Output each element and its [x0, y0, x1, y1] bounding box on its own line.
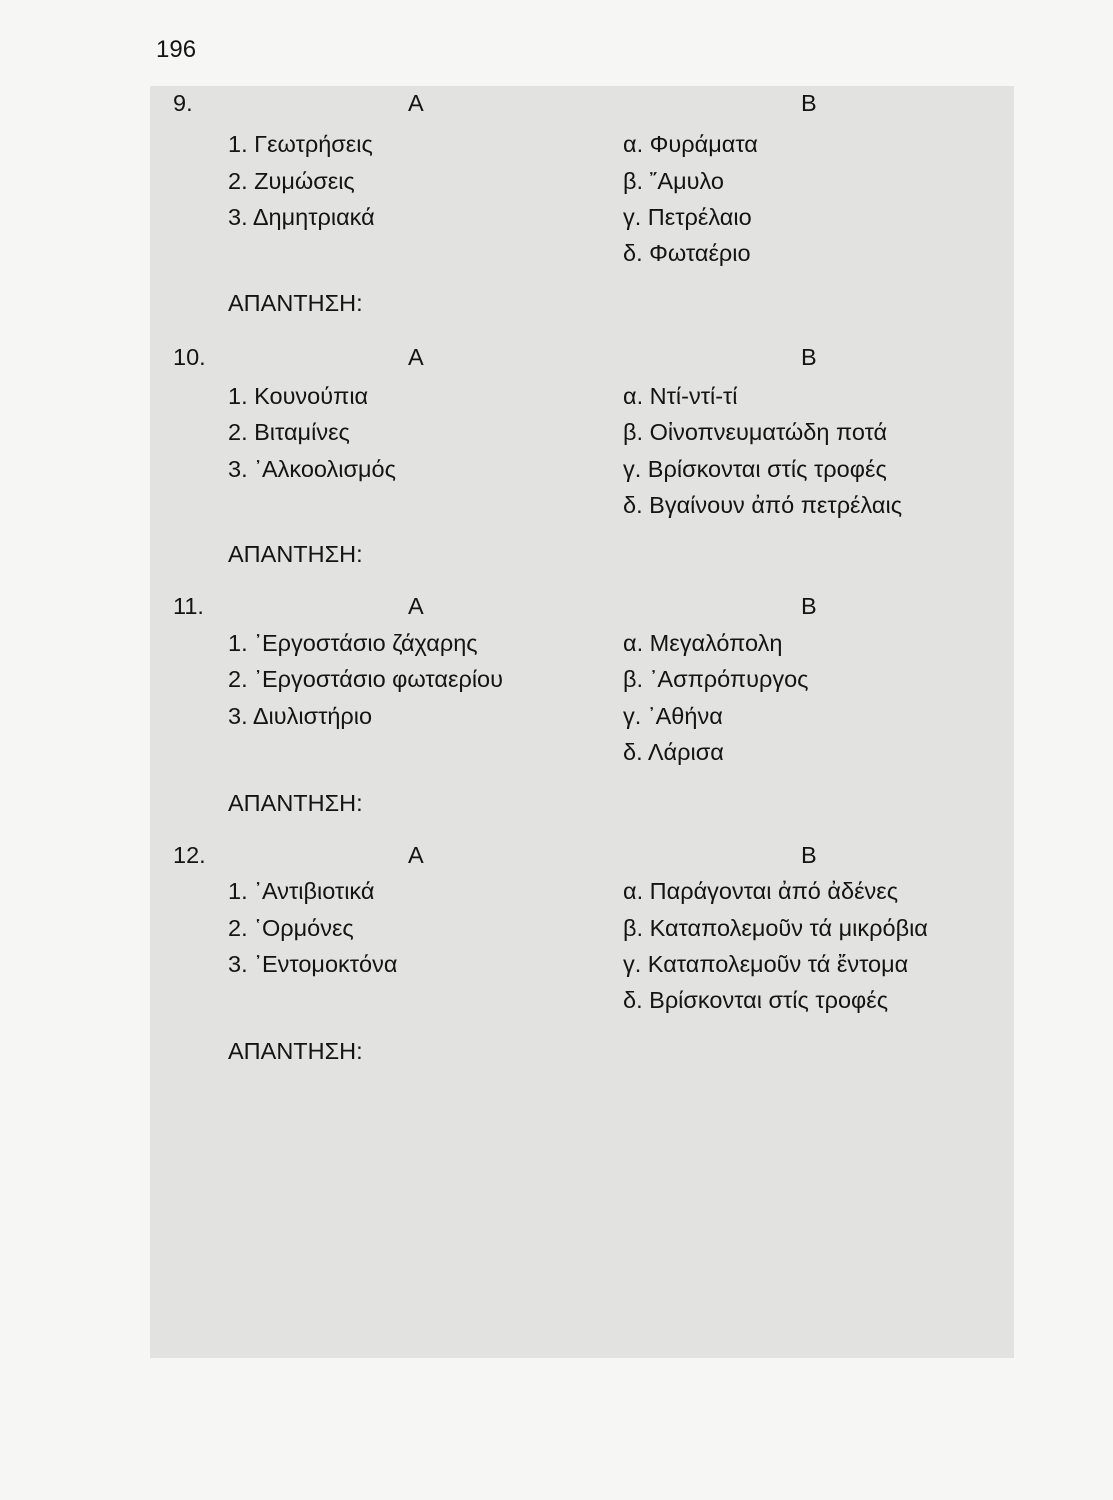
right-item: δ. Βρίσκονται στίς τροφές — [623, 987, 889, 1013]
right-item: α. Φυράματα — [623, 131, 758, 157]
exercise-number: 10. — [173, 344, 206, 370]
left-item: 1. Γεωτρήσεις — [228, 131, 373, 157]
right-item: α. Παράγονται ἀπό ἀδένες — [623, 878, 899, 904]
left-item: 2. ῾Ορμόνες — [228, 915, 354, 941]
right-item: δ. Φωταέριο — [623, 240, 751, 266]
left-item: 2. Ζυμώσεις — [228, 168, 355, 194]
page-number: 196 — [156, 36, 197, 63]
column-a-header: Α — [408, 842, 424, 868]
left-item: 3. Δημητριακά — [228, 204, 375, 230]
column-a-header: Α — [408, 593, 424, 619]
left-item: 2. Βιταμίνες — [228, 419, 350, 445]
exercise-number: 12. — [173, 842, 206, 868]
right-item: δ. Βγαίνουν ἀπό πετρέλαις — [623, 492, 903, 518]
right-item: γ. Βρίσκονται στίς τροφές — [623, 456, 887, 482]
column-a-header: Α — [408, 344, 424, 370]
left-item: 3. ᾽Αλκοολισμός — [228, 456, 396, 482]
left-item: 2. ᾽Εργοστάσιο φωταερίου — [228, 666, 503, 692]
column-b-header: Β — [801, 842, 817, 868]
right-item: γ. Πετρέλαιο — [623, 204, 752, 230]
column-b-header: Β — [801, 593, 817, 619]
answer-label: ΑΠΑΝΤΗΣΗ: — [228, 290, 363, 316]
exercise-number: 9. — [173, 90, 193, 116]
column-b-header: Β — [801, 90, 817, 116]
right-item: δ. Λάρισα — [623, 739, 724, 765]
left-item: 1. Κουνούπια — [228, 383, 369, 409]
column-a-header: Α — [408, 90, 424, 116]
right-item: α. Μεγαλόπολη — [623, 630, 783, 656]
exercise-number: 11. — [173, 593, 204, 619]
right-item: β. ᾽Ασπρόπυργος — [623, 666, 809, 692]
answer-label: ΑΠΑΝΤΗΣΗ: — [228, 541, 363, 567]
right-item: γ. Καταπολεμοῦν τά ἔντομα — [623, 951, 909, 977]
right-item: β. ῎Αμυλο — [623, 168, 724, 194]
column-b-header: Β — [801, 344, 817, 370]
right-item: α. Ντί-ντί-τί — [623, 383, 738, 409]
answer-label: ΑΠΑΝΤΗΣΗ: — [228, 790, 363, 816]
left-item: 3. ᾽Εντομοκτόνα — [228, 951, 398, 977]
answer-label: ΑΠΑΝΤΗΣΗ: — [228, 1038, 363, 1064]
right-item: β. Καταπολεμοῦν τά μικρόβια — [623, 915, 928, 941]
right-item: γ. ᾽Αθήνα — [623, 703, 723, 729]
left-item: 1. ᾽Αντιβιοτικά — [228, 878, 375, 904]
right-item: β. Οἰνοπνευματώδη ποτά — [623, 419, 888, 445]
left-item: 1. ᾽Εργοστάσιο ζάχαρης — [228, 630, 478, 656]
left-item: 3. Διυλιστήριο — [228, 703, 373, 729]
